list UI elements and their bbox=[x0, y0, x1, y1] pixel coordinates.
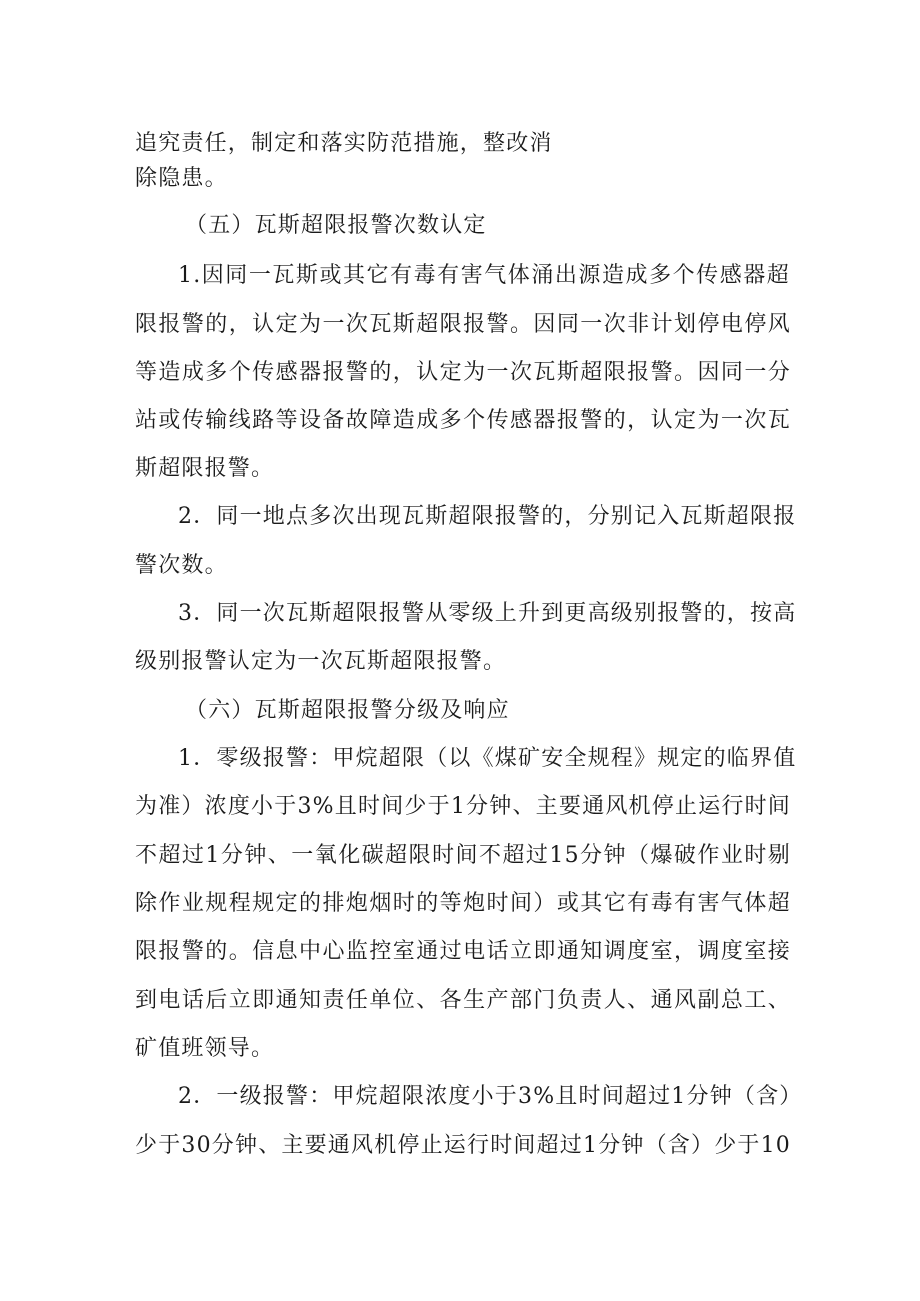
paragraph-line: 除作业规程规定的排炮烟时的等炮时间）或其它有毒有害气体超 bbox=[135, 891, 791, 916]
paragraph-line: 站或传输线路等设备故障造成多个传感器报警的，认定为一次瓦 bbox=[135, 408, 791, 433]
paragraph-line: 不超过1分钟、一氧化碳超限时间不超过15分钟（爆破作业时剔 bbox=[135, 843, 791, 868]
paragraph-line: 矿值班领导。 bbox=[135, 1036, 275, 1061]
intro-line: 除隐患。 bbox=[135, 166, 228, 191]
paragraph-line: 警次数。 bbox=[135, 553, 228, 578]
paragraph-line: 2．同一地点多次出现瓦斯超限报警的，分别记入瓦斯超限报 bbox=[178, 504, 797, 529]
paragraph-line: 级别报警认定为一次瓦斯超限报警。 bbox=[135, 649, 507, 674]
paragraph-line: 限报警的，认定为一次瓦斯超限报警。因同一次非计划停电停风 bbox=[135, 312, 791, 337]
section-heading: （六）瓦斯超限报警分级及响应 bbox=[185, 698, 510, 723]
paragraph-line: 到电话后立即通知责任单位、各生产部门负责人、通风副总工、 bbox=[135, 988, 791, 1013]
paragraph-line: 1.因同一瓦斯或其它有毒有害气体涌出源造成多个传感器超 bbox=[178, 263, 790, 288]
paragraph-line: 为准）浓度小于3%且时间少于1分钟、主要通风机停止运行时间 bbox=[135, 794, 791, 819]
paragraph-line: 1．零级报警：甲烷超限（以《煤矿安全规程》规定的临界值 bbox=[178, 746, 797, 771]
paragraph-line: 3．同一次瓦斯超限报警从零级上升到更高级别报警的，按高 bbox=[178, 601, 797, 626]
section-heading: （五）瓦斯超限报警次数认定 bbox=[185, 213, 487, 238]
intro-line: 追究责任，制定和落实防范措施，整改消 bbox=[135, 131, 553, 156]
paragraph-line: 2．一级报警：甲烷超限浓度小于3%且时间超过1分钟（含） bbox=[178, 1084, 803, 1109]
paragraph-line: 等造成多个传感器报警的，认定为一次瓦斯超限报警。因同一分 bbox=[135, 360, 791, 385]
paragraph-line: 少于30分钟、主要通风机停止运行时间超过1分钟（含）少于10 bbox=[135, 1133, 791, 1158]
paragraph-line: 斯超限报警。 bbox=[135, 456, 275, 481]
paragraph-line: 限报警的。信息中心监控室通过电话立即通知调度室，调度室接 bbox=[135, 939, 791, 964]
